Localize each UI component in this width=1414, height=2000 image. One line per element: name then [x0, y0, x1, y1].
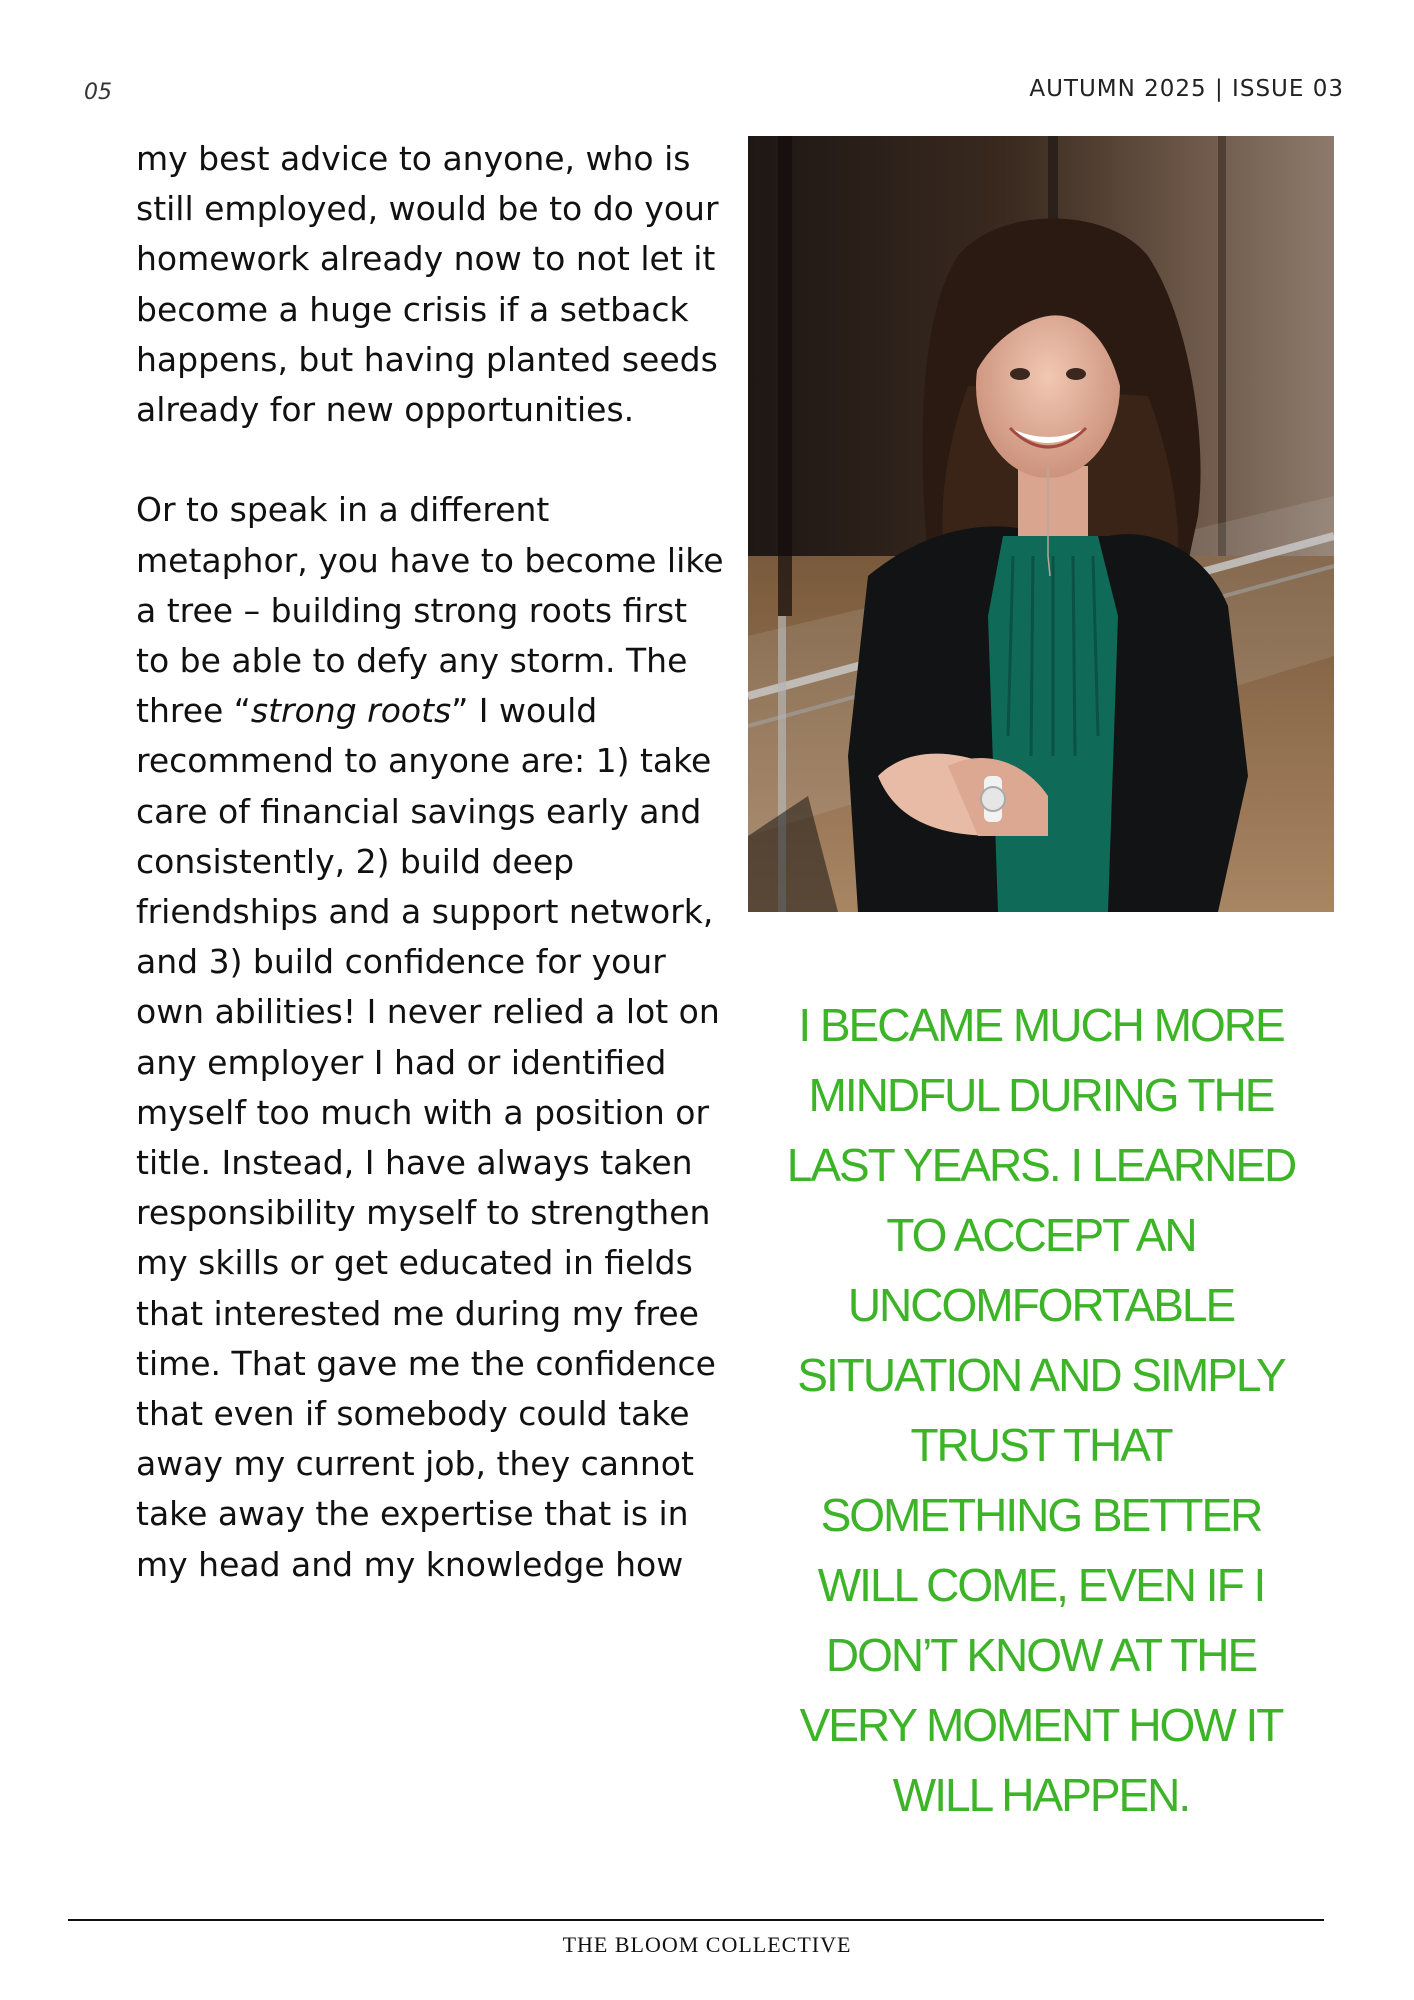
pull-quote-line: I BECAME MUCH MORE: [798, 999, 1284, 1051]
article-paragraph: [136, 485, 726, 1589]
page-number: 05: [84, 80, 112, 105]
portrait-photo: [748, 136, 1334, 912]
footer-divider: [68, 1919, 1324, 1921]
article-emphasis: strong roots: [250, 691, 452, 731]
article-text: ” I would recommend to anyone are: 1) take care of financial savings early and consistently, 2) build deep friendships and a support network, and 3) build confidence for your own abilities! I never relied a lot on any employer I had or identified myself too much with a position or title. Instead, I have always taken responsibility myself to strengthen my skills or get educated in fields that interested me during my free time. That gave me the confidence that even if somebody could take away my current job, they cannot take away the expertise that is in my head and my knowledge how: [136, 691, 720, 1584]
pull-quote-line: VERY MOMENT HOW IT: [799, 1699, 1283, 1751]
pull-quote-line: LAST YEARS. I LEARNED: [786, 1139, 1296, 1191]
paragraph-spacer: [136, 435, 726, 485]
pull-quote-line: WILL HAPPEN.: [892, 1769, 1190, 1821]
portrait-illustration: [748, 136, 1334, 912]
article-body: [136, 134, 726, 1590]
pull-quote-line: UNCOMFORTABLE: [847, 1279, 1235, 1331]
pull-quote-line: WILL COME, EVEN IF I: [817, 1559, 1265, 1611]
pull-quote-line: SOMETHING BETTER: [820, 1489, 1262, 1541]
pull-quote: [748, 990, 1334, 1830]
article-text: Or to speak in a different metaphor, you have to become like a tree – building strong roots first to be able to defy any storm. The three “: [136, 490, 724, 731]
pull-quote-line: TRUST THAT: [910, 1419, 1172, 1471]
pull-quote-line: DON’T KNOW AT THE: [825, 1629, 1257, 1681]
pull-quote-line: SITUATION AND SIMPLY: [797, 1349, 1285, 1401]
issue-label: AUTUMN 2025 | ISSUE 03: [1029, 76, 1344, 102]
pull-quote-line: MINDFUL DURING THE: [808, 1069, 1274, 1121]
article-paragraph: my best advice to anyone, who is still employed, would be to do your homework already now to not let it become a huge crisis if a setback happens, but having planted seeds already for new opportunities.: [136, 139, 719, 430]
pull-quote-line: TO ACCEPT AN: [886, 1209, 1196, 1261]
publication-name: THE BLOOM COLLECTIVE: [562, 1932, 852, 1957]
